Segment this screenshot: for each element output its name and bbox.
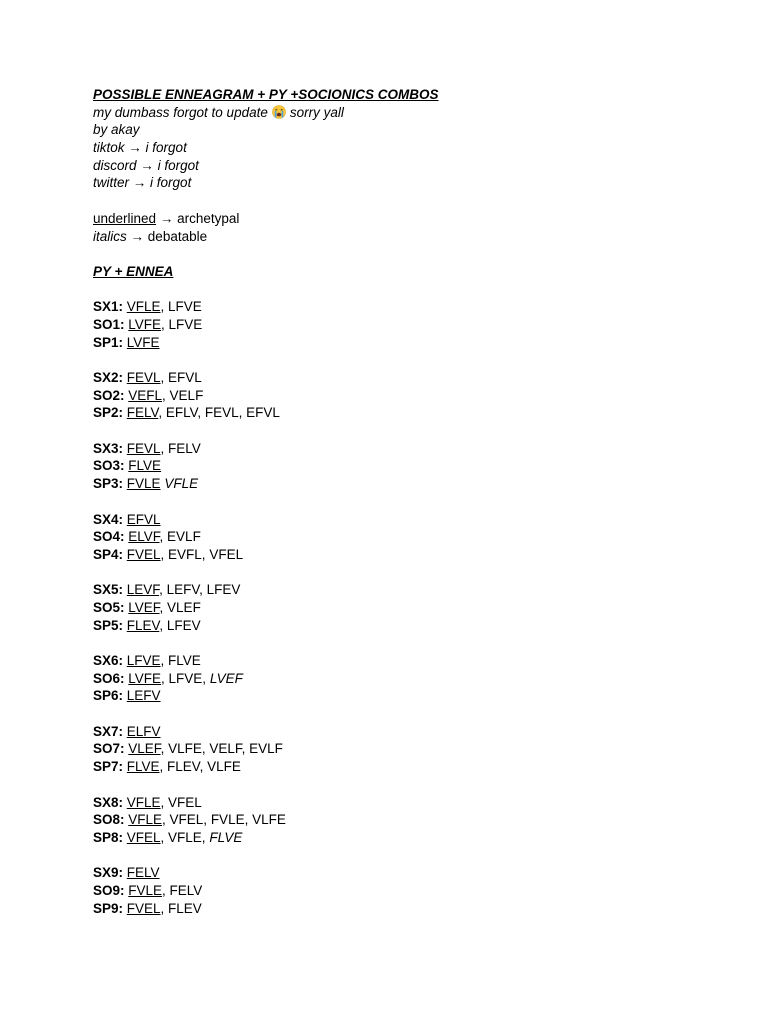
combo-debatable: LVEF bbox=[209, 670, 243, 686]
combo-label: SO7: bbox=[93, 741, 125, 757]
combo-row bbox=[93, 723, 693, 741]
combo-label: SO2: bbox=[93, 387, 125, 403]
combo-label: SX9: bbox=[93, 865, 124, 881]
combo-primary: FEVL bbox=[126, 440, 161, 456]
combo-label: SP3: bbox=[93, 476, 124, 492]
spacer bbox=[93, 245, 693, 263]
social-value: i forgot bbox=[157, 157, 199, 173]
legend-underlined-meaning: archetypal bbox=[177, 210, 240, 226]
combo-primary: LFVE bbox=[126, 653, 161, 668]
combo-label: SX7: bbox=[93, 723, 124, 739]
combo-others: , EFLV, FEVL, EFVL bbox=[158, 405, 280, 421]
social-link-line bbox=[93, 139, 693, 157]
combo-row bbox=[93, 404, 693, 422]
combo-row bbox=[93, 511, 693, 529]
combo-others: , VELF bbox=[162, 387, 204, 403]
legend-underlined-term: underlined bbox=[93, 210, 157, 226]
combo-primary: LEFV bbox=[126, 688, 161, 704]
combo-label: SO3: bbox=[93, 458, 125, 474]
combo-row bbox=[93, 298, 693, 316]
combo-label: SP8: bbox=[93, 829, 124, 845]
combo-row bbox=[93, 829, 693, 847]
combo-label: SX2: bbox=[93, 370, 124, 385]
combo-others: , FLEV, VLFE bbox=[159, 759, 241, 775]
combo-others: , EVFL, VFEL bbox=[160, 546, 244, 562]
combo-primary: FEVL bbox=[126, 370, 161, 385]
combo-primary: LVFE bbox=[126, 334, 160, 350]
loudly-crying-face-icon bbox=[271, 105, 287, 119]
combo-primary: FVEL bbox=[126, 900, 161, 916]
combo-label: SO4: bbox=[93, 529, 125, 545]
combo-primary: LVEF bbox=[128, 599, 160, 615]
combo-others: , VFEL bbox=[160, 794, 202, 810]
spacer bbox=[93, 847, 693, 865]
social-platform: tiktok bbox=[93, 140, 125, 156]
social-link-line bbox=[93, 174, 693, 192]
combo-label: SO6: bbox=[93, 670, 125, 686]
arrow-icon: → bbox=[159, 210, 174, 226]
combo-others: , LFEV bbox=[159, 617, 201, 633]
combo-label: SP6: bbox=[93, 688, 124, 704]
combo-primary: LVFE bbox=[128, 670, 162, 686]
combo-row bbox=[93, 440, 693, 458]
combo-label: SO1: bbox=[93, 316, 125, 332]
combo-label: SP1: bbox=[93, 334, 124, 350]
combo-row bbox=[93, 687, 693, 705]
combo-primary: FELV bbox=[126, 865, 160, 881]
document-title: POSSIBLE ENNEAGRAM + PY +SOCIONICS COMBOS bbox=[93, 87, 439, 102]
combo-primary: LEVF bbox=[126, 582, 160, 598]
combo-row bbox=[93, 546, 693, 564]
combo-others: , LFVE bbox=[161, 316, 203, 332]
combo-others: , LEFV, LFEV bbox=[159, 582, 241, 598]
combo-others: , VFEL, FVLE, VLFE bbox=[162, 812, 286, 828]
spacer bbox=[93, 192, 693, 210]
combo-others: , VFLE, bbox=[160, 829, 210, 845]
arrow-icon: → bbox=[130, 228, 145, 244]
combo-label: SP5: bbox=[93, 617, 124, 633]
combo-row bbox=[93, 740, 693, 758]
spacer bbox=[93, 776, 693, 794]
combo-row bbox=[93, 475, 693, 493]
social-link-line bbox=[93, 157, 693, 175]
combo-primary: VFLE bbox=[126, 794, 161, 810]
combo-row bbox=[93, 811, 693, 829]
social-value: i forgot bbox=[150, 175, 192, 191]
combo-primary: VFLE bbox=[128, 812, 163, 828]
arrow-icon: → bbox=[140, 157, 154, 173]
combo-label: SP4: bbox=[93, 546, 124, 562]
combo-label: SO8: bbox=[93, 812, 125, 828]
legend-italics bbox=[93, 228, 693, 246]
combo-row bbox=[93, 369, 693, 387]
combo-label: SP9: bbox=[93, 900, 124, 916]
combo-others: , FELV bbox=[162, 882, 203, 898]
combo-others: , LFVE bbox=[160, 299, 202, 315]
combo-row bbox=[93, 864, 693, 882]
combo-row bbox=[93, 528, 693, 546]
combo-row bbox=[93, 794, 693, 812]
combo-primary: FELV bbox=[126, 405, 159, 421]
social-value: i forgot bbox=[145, 140, 187, 156]
combo-primary: LVFE bbox=[128, 316, 162, 332]
arrow-icon: → bbox=[128, 140, 142, 156]
combo-row bbox=[93, 316, 693, 334]
subtitle-end-text: sorry yall bbox=[289, 104, 344, 120]
document-body bbox=[93, 86, 693, 917]
combo-primary: FLVE bbox=[128, 458, 162, 474]
combo-label: SO9: bbox=[93, 882, 125, 898]
combo-row bbox=[93, 457, 693, 475]
combo-primary: VFLE bbox=[126, 299, 161, 315]
combo-row bbox=[93, 670, 693, 688]
combo-label: SP7: bbox=[93, 759, 124, 775]
combo-primary: VFEL bbox=[126, 829, 161, 845]
spacer bbox=[93, 564, 693, 582]
legend-italics-term: italics bbox=[93, 228, 127, 244]
combo-label: SX4: bbox=[93, 511, 124, 527]
arrow-icon: → bbox=[132, 175, 147, 191]
combo-primary: FVLE bbox=[128, 882, 163, 898]
combo-debatable: FLVE bbox=[209, 829, 243, 845]
combo-label: SX5: bbox=[93, 582, 124, 598]
combo-row bbox=[93, 599, 693, 617]
combo-others: , LFVE, bbox=[161, 670, 210, 686]
combo-debatable: VFLE bbox=[164, 476, 199, 492]
spacer bbox=[93, 493, 693, 511]
combo-groups bbox=[93, 281, 693, 918]
combo-primary: FLVE bbox=[126, 759, 160, 775]
legend-italics-meaning: debatable bbox=[147, 228, 208, 244]
combo-row bbox=[93, 882, 693, 900]
combo-row bbox=[93, 900, 693, 918]
spacer bbox=[93, 705, 693, 723]
combo-primary: FVEL bbox=[126, 546, 161, 562]
combo-others: , EVLF bbox=[159, 529, 201, 545]
social-platform: discord bbox=[93, 157, 137, 173]
spacer bbox=[93, 281, 693, 299]
subtitle-line bbox=[93, 104, 693, 122]
combo-primary: FVLE bbox=[126, 476, 161, 492]
section-heading: PY + ENNEA bbox=[93, 263, 174, 279]
combo-row bbox=[93, 652, 693, 670]
spacer bbox=[93, 634, 693, 652]
combo-primary: FLEV bbox=[126, 617, 160, 633]
combo-label: SX3: bbox=[93, 440, 124, 456]
social-links-list bbox=[93, 139, 693, 192]
combo-label: SX1: bbox=[93, 299, 124, 315]
combo-label: SO5: bbox=[93, 599, 125, 615]
byline: by akay bbox=[93, 122, 140, 138]
combo-row bbox=[93, 758, 693, 776]
combo-primary: ELVF bbox=[128, 529, 160, 545]
combo-label: SX8: bbox=[93, 794, 124, 810]
combo-others: , FELV bbox=[160, 440, 201, 456]
subtitle-text: my dumbass forgot to update bbox=[93, 104, 268, 120]
combo-row bbox=[93, 581, 693, 599]
combo-others: , FLVE bbox=[160, 653, 201, 668]
combo-row bbox=[93, 334, 693, 352]
combo-primary: VEFL bbox=[128, 387, 163, 403]
combo-others: , VLFE, VELF, EVLF bbox=[160, 741, 283, 757]
spacer bbox=[93, 422, 693, 440]
combo-label: SX6: bbox=[93, 653, 124, 668]
spacer bbox=[93, 351, 693, 369]
combo-primary: ELFV bbox=[126, 723, 161, 739]
combo-others: , FLEV bbox=[160, 900, 202, 916]
combo-primary: VLEF bbox=[128, 741, 161, 757]
combo-primary: EFVL bbox=[126, 511, 161, 527]
combo-others: , VLEF bbox=[159, 599, 201, 615]
combo-row bbox=[93, 387, 693, 405]
combo-others: , EFVL bbox=[160, 370, 202, 385]
combo-row bbox=[93, 617, 693, 635]
social-platform: twitter bbox=[93, 175, 130, 191]
combo-label: SP2: bbox=[93, 405, 124, 421]
legend-underlined bbox=[93, 210, 693, 228]
